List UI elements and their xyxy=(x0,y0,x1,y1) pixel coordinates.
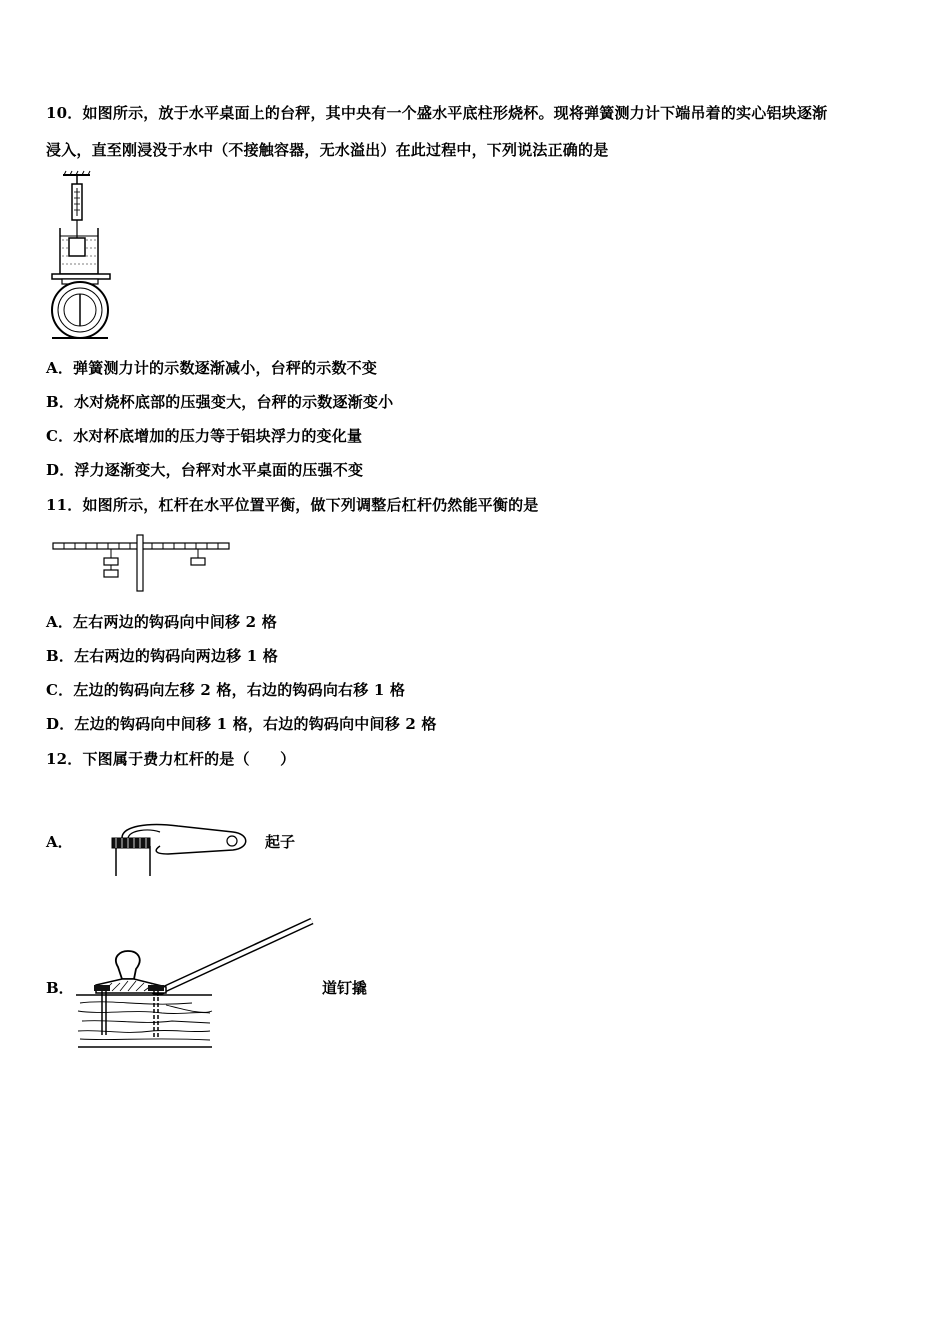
q12-option-a-caption: 起子 xyxy=(265,833,296,851)
rail-spike-crowbar-figure xyxy=(72,915,320,1051)
spring-scale-beaker-figure xyxy=(48,170,118,342)
q10-stem-line2: 浸入，直至刚浸没于水中（不接触容器，无水溢出）在此过程中，下列说法正确的是 xyxy=(46,141,609,159)
q10-option-d[interactable]: D．浮力逐渐变大，台秤对水平桌面的压强不变 xyxy=(46,461,364,479)
q10-stem-line1: 10．如图所示，放于水平桌面上的台秤，其中央有一个盛水平底柱形烧杯。现将弹簧测力计下端吊着的实心铝块逐渐 xyxy=(46,104,828,122)
q11-stem: 11．如图所示，杠杆在水平位置平衡，做下列调整后杠杆仍然能平衡的是 xyxy=(46,496,539,514)
q11-option-a[interactable]: A．左右两边的钩码向中间移 2 格 xyxy=(46,613,277,631)
q12-option-a-label[interactable]: A． xyxy=(46,833,73,851)
q11-option-d[interactable]: D．左边的钩码向中间移 1 格，右边的钩码向中间移 2 格 xyxy=(46,715,437,733)
q12-option-b-caption: 道钉撬 xyxy=(322,979,368,997)
q10-option-c[interactable]: C．水对杯底增加的压力等于铝块浮力的变化量 xyxy=(46,427,363,445)
q11-option-c[interactable]: C．左边的钩码向左移 2 格，右边的钩码向右移 1 格 xyxy=(46,681,406,699)
q10-option-a[interactable]: A．弹簧测力计的示数逐渐减小，台秤的示数不变 xyxy=(46,359,378,377)
bottle-opener-figure xyxy=(108,820,250,878)
q12-stem: 12．下图属于费力杠杆的是（ ） xyxy=(46,750,296,768)
lever-balance-figure xyxy=(52,534,232,592)
q12-option-b-label[interactable]: B． xyxy=(46,979,74,997)
q11-option-b[interactable]: B．左右两边的钩码向两边移 1 格 xyxy=(46,647,278,665)
q10-option-b[interactable]: B．水对烧杯底部的压强变大，台秤的示数逐渐变小 xyxy=(46,393,394,411)
